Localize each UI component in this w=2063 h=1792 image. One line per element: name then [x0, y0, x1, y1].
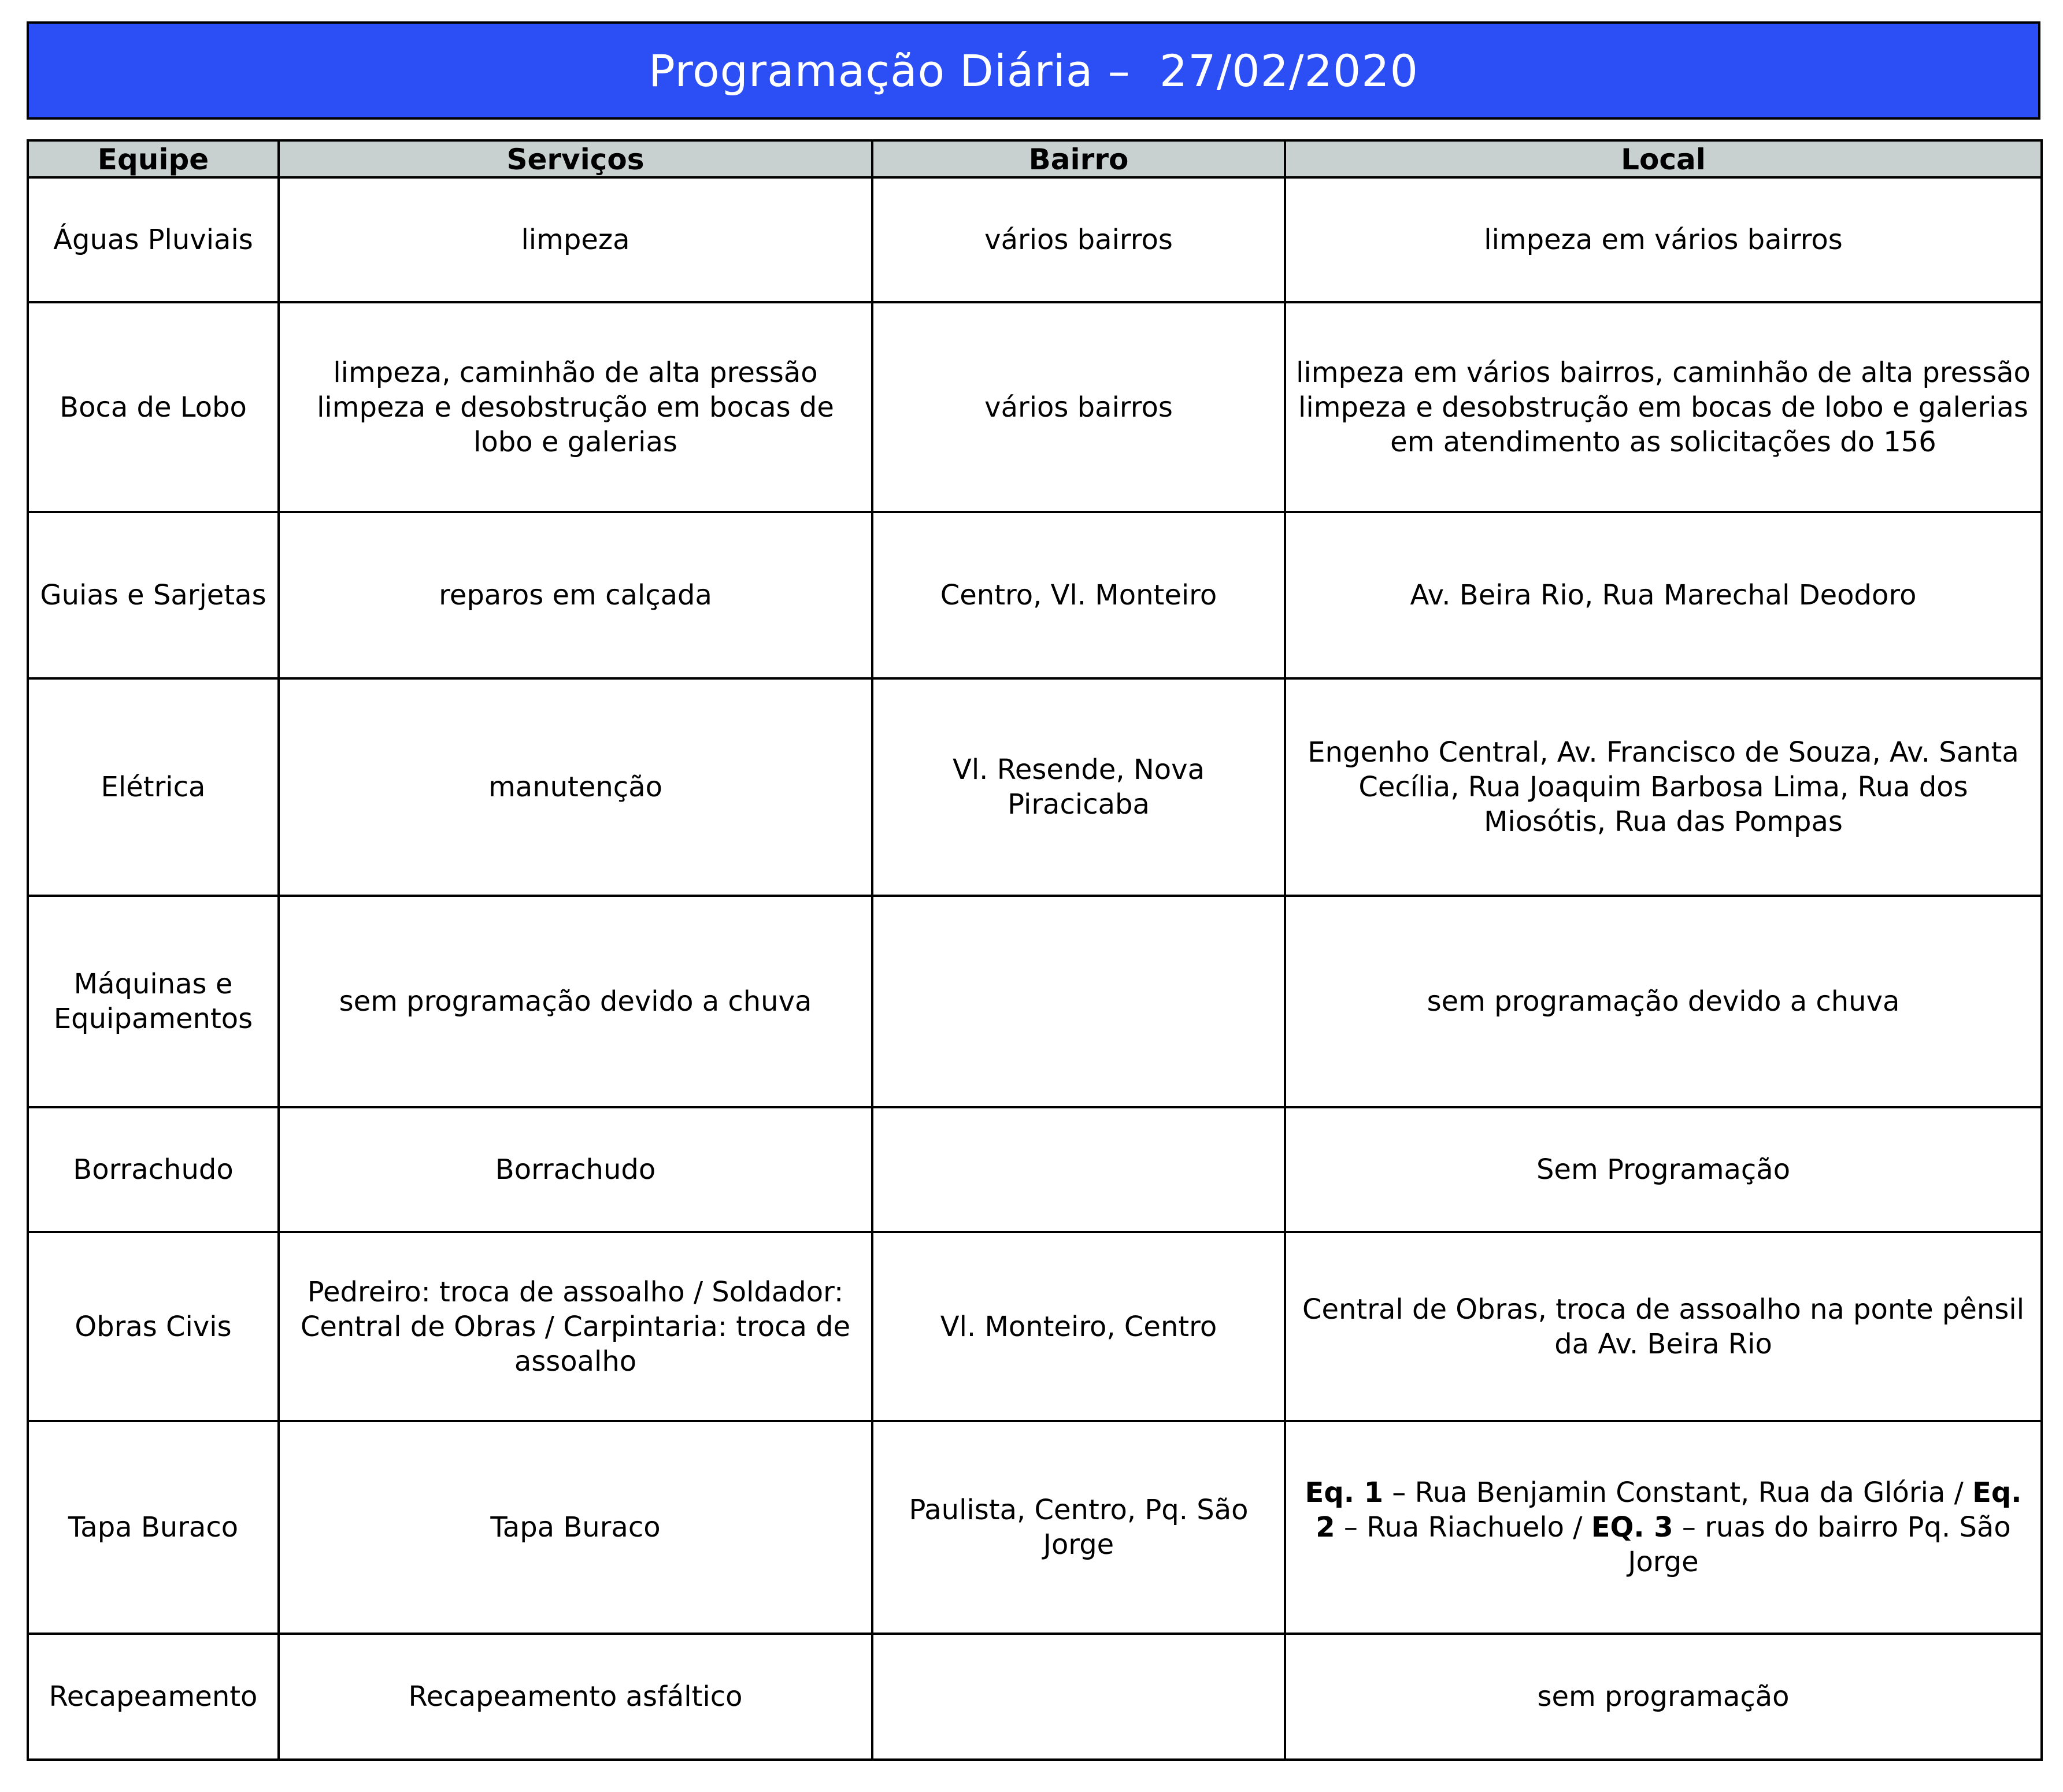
table-row	[28, 1421, 2042, 1634]
cell-local: sem programação	[1285, 1634, 2042, 1760]
cell-servicos: Tapa Buraco	[279, 1421, 872, 1634]
cell-equipe: Borrachudo	[28, 1107, 279, 1232]
cell-bairro: vários bairros	[872, 302, 1285, 512]
page-title: Programação Diária – 27/02/2020	[27, 21, 2040, 120]
cell-equipe: Tapa Buraco	[28, 1421, 279, 1634]
table-row	[28, 1232, 2042, 1421]
cell-bairro	[872, 896, 1285, 1107]
schedule-table	[27, 139, 2043, 1761]
cell-local: Central de Obras, troca de assoalho na ponte pênsil da Av. Beira Rio	[1285, 1232, 2042, 1421]
team-1-location: – Rua Benjamin Constant, Rua da Glória /	[1383, 1476, 1973, 1509]
table-row	[28, 512, 2042, 678]
cell-local: Sem Programação	[1285, 1107, 2042, 1232]
cell-servicos: limpeza, caminhão de alta pressão limpeza e desobstrução em bocas de lobo e galerias	[279, 302, 872, 512]
cell-servicos: Pedreiro: troca de assoalho / Soldador: Central de Obras / Carpintaria: troca de assoalho	[279, 1232, 872, 1421]
cell-bairro: Vl. Resende, Nova Piracicaba	[872, 678, 1285, 896]
table-row	[28, 896, 2042, 1107]
cell-equipe: Boca de Lobo	[28, 302, 279, 512]
cell-equipe: Máquinas e Equipamentos	[28, 896, 279, 1107]
column-header-local: Local	[1285, 140, 2042, 177]
cell-servicos: sem programação devido a chuva	[279, 896, 872, 1107]
table-row	[28, 177, 2042, 302]
column-header-equipe: Equipe	[28, 140, 279, 177]
cell-bairro: Centro, Vl. Monteiro	[872, 512, 1285, 678]
cell-equipe: Recapeamento	[28, 1634, 279, 1760]
cell-bairro	[872, 1107, 1285, 1232]
team-2-location: – Rua Riachuelo /	[1335, 1511, 1591, 1544]
table-row	[28, 302, 2042, 512]
cell-bairro: vários bairros	[872, 177, 1285, 302]
cell-bairro: Vl. Monteiro, Centro	[872, 1232, 1285, 1421]
column-header-servicos: Serviços	[279, 140, 872, 177]
cell-local: sem programação devido a chuva	[1285, 896, 2042, 1107]
cell-equipe: Elétrica	[28, 678, 279, 896]
cell-equipe: Guias e Sarjetas	[28, 512, 279, 678]
cell-servicos: limpeza	[279, 177, 872, 302]
cell-servicos: Borrachudo	[279, 1107, 872, 1232]
table-row	[28, 678, 2042, 896]
cell-servicos: Recapeamento asfáltico	[279, 1634, 872, 1760]
cell-local: limpeza em vários bairros	[1285, 177, 2042, 302]
table-row	[28, 1107, 2042, 1232]
cell-local: limpeza em vários bairros, caminhão de alta pressão limpeza e desobstrução em bocas de lobo e galerias em atendimento as solicitações do 156	[1285, 302, 2042, 512]
cell-equipe: Águas Pluviais	[28, 177, 279, 302]
team-3-location: – ruas do bairro Pq. São Jorge	[1628, 1511, 2011, 1578]
cell-local: Engenho Central, Av. Francisco de Souza, Av. Santa Cecília, Rua Joaquim Barbosa Lima, Rua dos Miosótis, Rua das Pompas	[1285, 678, 2042, 896]
column-header-bairro: Bairro	[872, 140, 1285, 177]
cell-servicos: manutenção	[279, 678, 872, 896]
team-2-label: Eq. 2	[1316, 1476, 2022, 1544]
team-3-label: EQ. 3	[1591, 1511, 1673, 1544]
cell-local: Av. Beira Rio, Rua Marechal Deodoro	[1285, 512, 2042, 678]
cell-equipe: Obras Civis	[28, 1232, 279, 1421]
table-header-row	[28, 140, 2042, 177]
table-row	[28, 1634, 2042, 1760]
cell-servicos: reparos em calçada	[279, 512, 872, 678]
cell-bairro: Paulista, Centro, Pq. São Jorge	[872, 1421, 1285, 1634]
cell-bairro	[872, 1634, 1285, 1760]
cell-local	[1285, 1421, 2042, 1634]
team-1-label: Eq. 1	[1305, 1476, 1384, 1509]
